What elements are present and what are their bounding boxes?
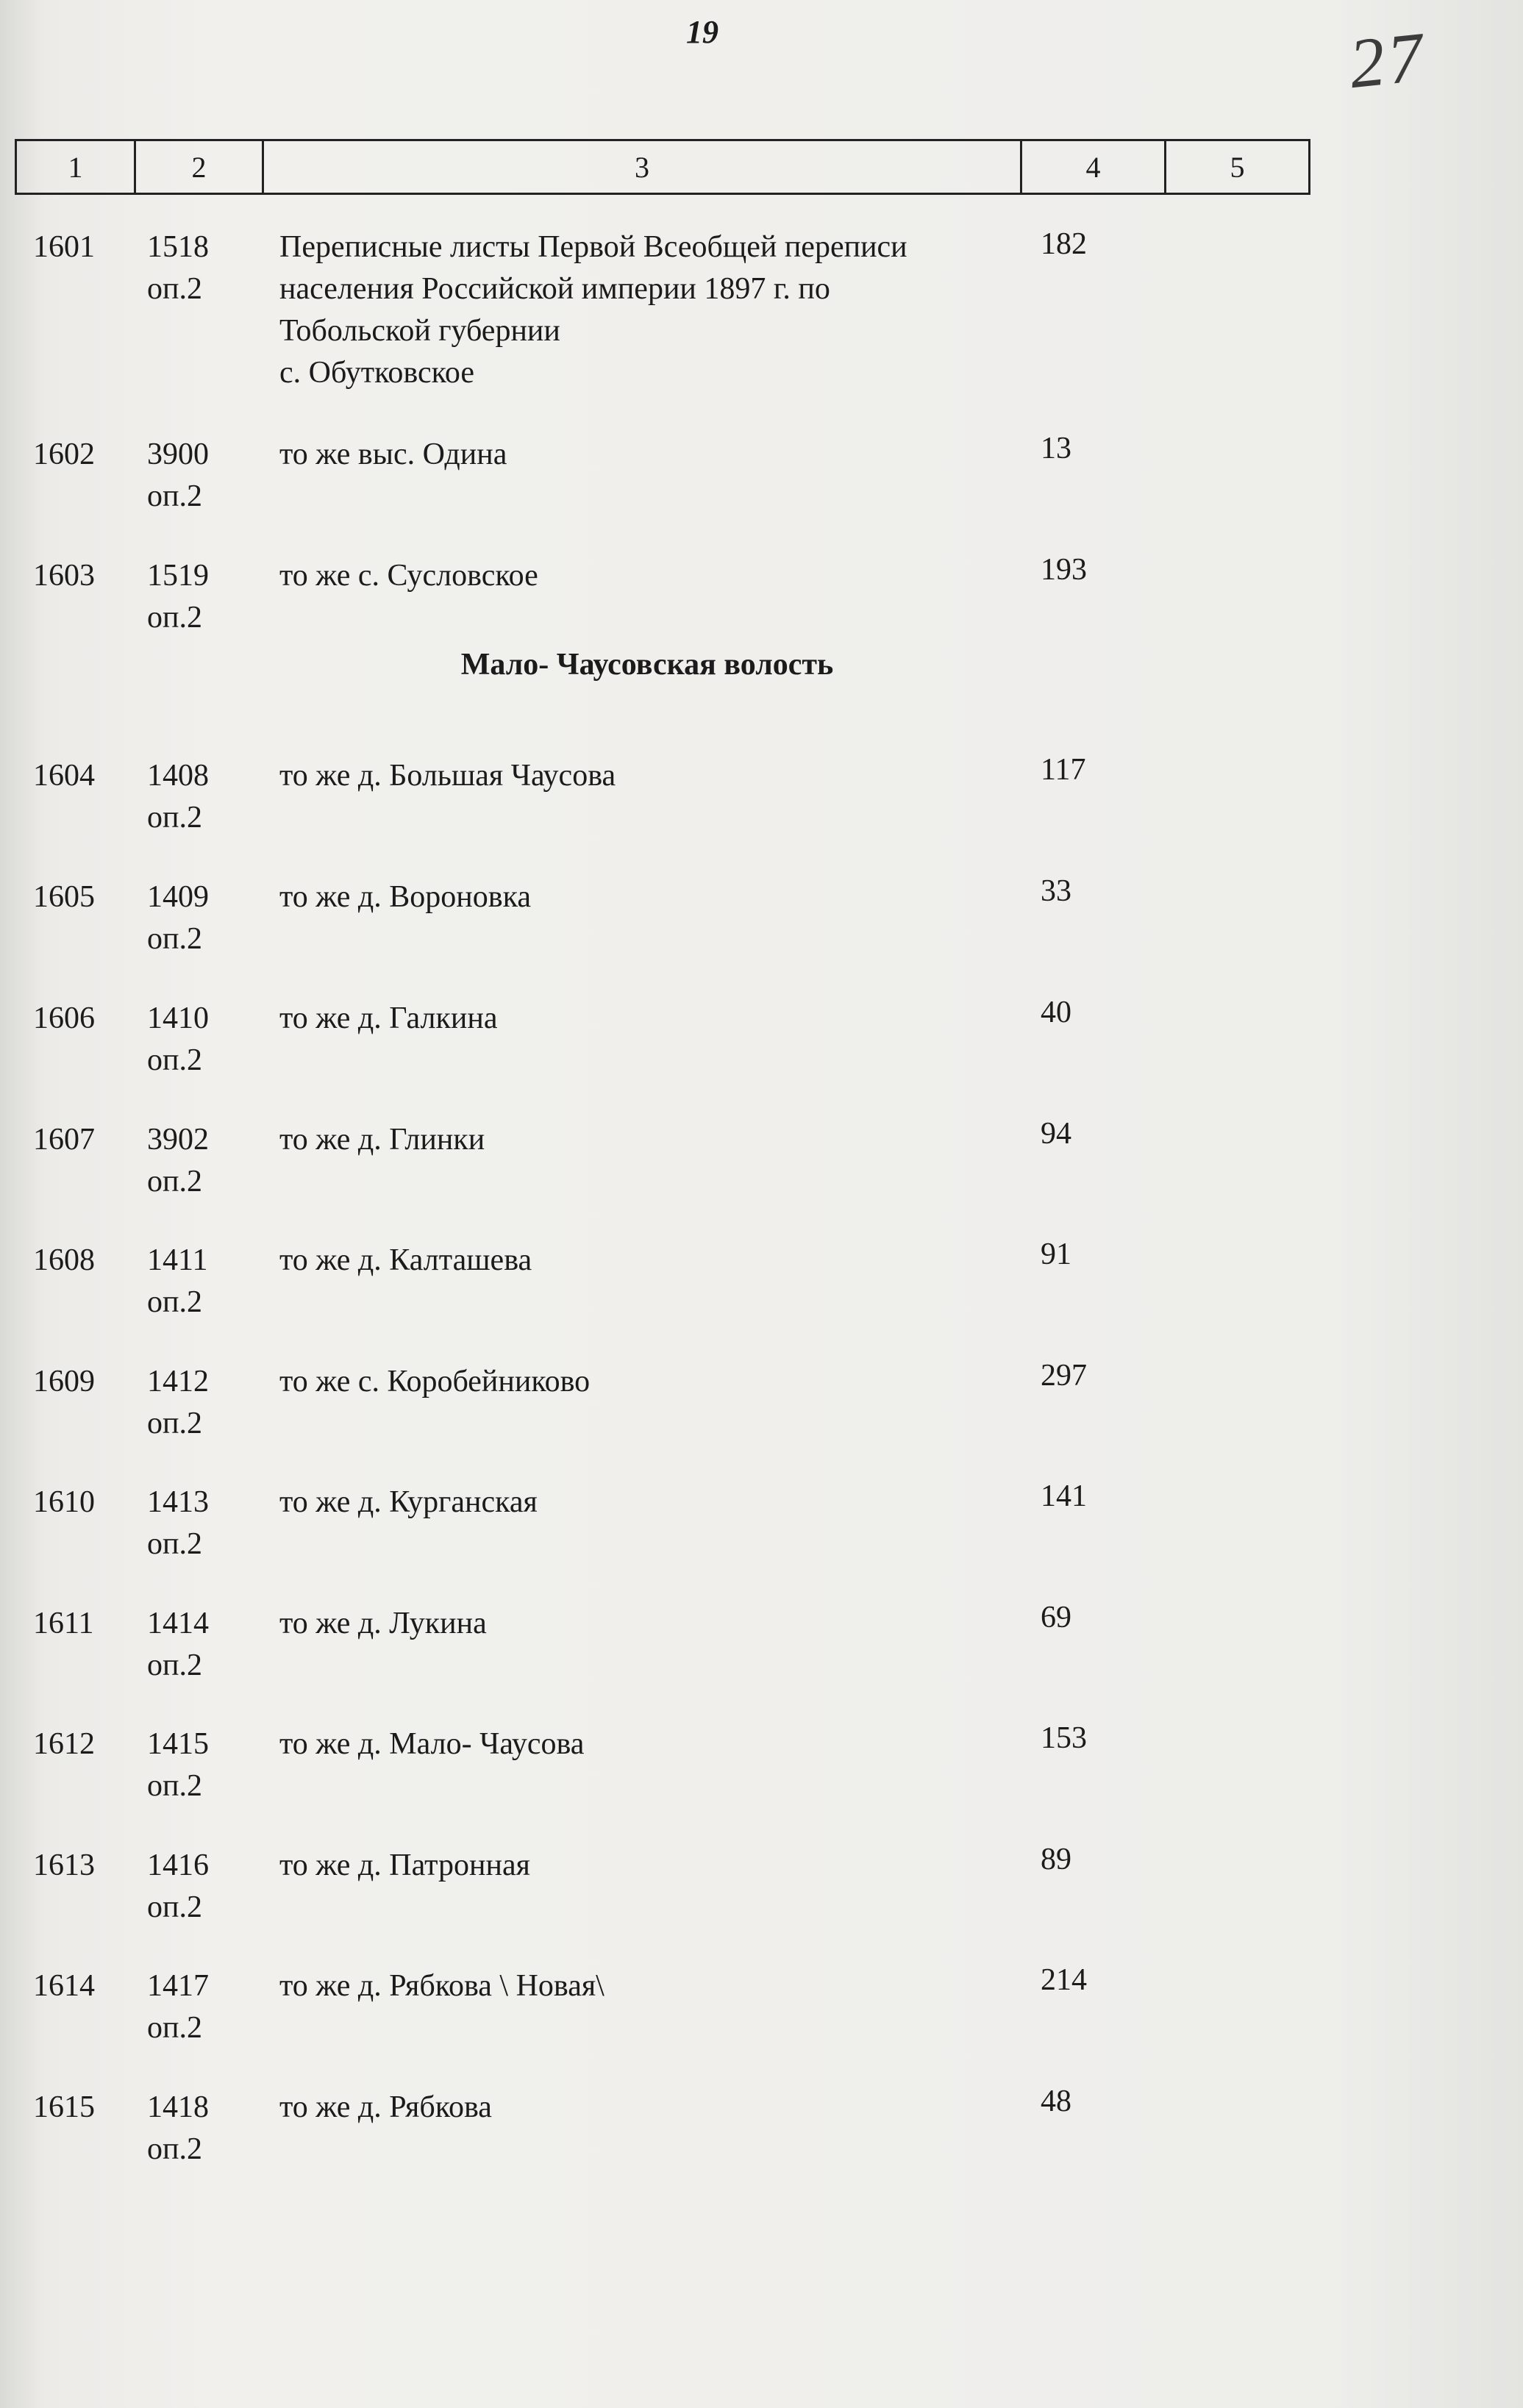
sheet-count: 193 <box>1041 553 1087 587</box>
description-line: то же д. Калташева <box>279 1243 532 1277</box>
fond-number <box>147 1965 257 2049</box>
sheet-count: 33 <box>1041 874 1071 908</box>
sheet-count: 297 <box>1041 1359 1087 1393</box>
description <box>279 755 1015 797</box>
description-line: то же выс. Одина <box>279 437 507 471</box>
record-number: 1609 <box>33 1365 95 1398</box>
opis-id: оп.2 <box>147 2011 202 2045</box>
fond-id: 1416 <box>147 1848 209 1882</box>
opis-id: оп.2 <box>147 1043 202 1077</box>
fond-id: 1418 <box>147 2090 209 2124</box>
record-number: 1615 <box>33 2090 95 2124</box>
header-col-5: 5 <box>1230 150 1245 184</box>
sheet-count: 182 <box>1041 227 1087 261</box>
description-line: то же д. Глинки <box>279 1123 485 1157</box>
description <box>279 1723 1015 1765</box>
description-line: то же д. Мало- Чаусова <box>279 1727 585 1761</box>
fond-id: 1518 <box>147 230 209 264</box>
sheet-count: 214 <box>1041 1963 1087 1997</box>
fond-id: 1409 <box>147 880 209 914</box>
sheet-count: 40 <box>1041 996 1071 1029</box>
handwritten-folio-number: 27 <box>1345 16 1430 104</box>
fond-number <box>147 998 257 1082</box>
record-number: 1608 <box>33 1243 95 1277</box>
fond-number <box>147 1603 257 1687</box>
record-number: 1605 <box>33 880 95 914</box>
table-header <box>15 139 1310 195</box>
description-line: то же д. Рябкова \ Новая\ <box>279 1969 604 2003</box>
sheet-count: 91 <box>1041 1237 1071 1271</box>
opis-id: оп.2 <box>147 801 202 835</box>
description-line: то же д. Лукина <box>279 1607 487 1640</box>
description-line: с. Обутковское <box>279 356 475 390</box>
description-line: то же с. Коробейниково <box>279 1365 591 1398</box>
opis-id: оп.2 <box>147 1527 202 1561</box>
page-number: 19 <box>686 14 718 50</box>
record-number: 1607 <box>33 1123 95 1157</box>
description-line: то же д. Рябкова <box>279 2090 492 2124</box>
description-line: то же с. Сусловское <box>279 559 538 593</box>
record-number: 1610 <box>33 1485 95 1519</box>
section-title: Мало- Чаусовская волость <box>460 648 834 682</box>
opis-id: оп.2 <box>147 479 202 513</box>
fond-number <box>147 226 257 310</box>
fond-number <box>147 1845 257 1929</box>
fond-id: 1519 <box>147 559 209 593</box>
header-col-1: 1 <box>17 141 136 193</box>
opis-id: оп.2 <box>147 1890 202 1924</box>
description-line: то же д. Вороновка <box>279 880 532 914</box>
fond-id: 1415 <box>147 1727 209 1761</box>
description-line: Переписные листы Первой Всеобщей переписи <box>279 230 907 264</box>
fond-id: 1414 <box>147 1607 209 1640</box>
fond-number <box>147 876 257 960</box>
sheet-count: 13 <box>1041 432 1071 465</box>
opis-id: оп.2 <box>147 272 202 306</box>
record-number: 1612 <box>33 1727 95 1761</box>
opis-id: оп.2 <box>147 1407 202 1440</box>
description <box>279 1240 1015 1282</box>
record-number: 1613 <box>33 1848 95 1882</box>
fond-number <box>147 555 257 639</box>
fond-id: 1410 <box>147 1001 209 1035</box>
description <box>279 226 1015 394</box>
opis-id: оп.2 <box>147 1285 202 1319</box>
description <box>279 555 1015 597</box>
description-line: то же д. Курганская <box>279 1485 538 1519</box>
opis-id: оп.2 <box>147 922 202 956</box>
opis-id: оп.2 <box>147 601 202 635</box>
fond-id: 3902 <box>147 1123 209 1157</box>
fond-number <box>147 1240 257 1323</box>
opis-id: оп.2 <box>147 1165 202 1198</box>
description <box>279 434 1015 476</box>
header-col-2: 2 <box>136 141 264 193</box>
fond-number <box>147 1361 257 1445</box>
description <box>279 998 1015 1040</box>
fond-number <box>147 1119 257 1203</box>
header-col-3: 3 <box>264 141 1022 193</box>
description-line: населения Российской империи 1897 г. по <box>279 272 830 306</box>
description-line: то же д. Галкина <box>279 1001 498 1035</box>
fond-id: 1411 <box>147 1243 208 1277</box>
description <box>279 1482 1015 1523</box>
description <box>279 1845 1015 1887</box>
header-col-4: 4 <box>1022 141 1166 193</box>
record-number: 1602 <box>33 437 95 471</box>
opis-id: оп.2 <box>147 1648 202 1682</box>
fond-id: 1412 <box>147 1365 209 1398</box>
record-number: 1606 <box>33 1001 95 1035</box>
fond-number <box>147 1482 257 1565</box>
sheet-count: 117 <box>1041 753 1086 787</box>
record-number: 1611 <box>33 1607 94 1640</box>
description <box>279 876 1015 918</box>
fond-number <box>147 434 257 518</box>
fond-number <box>147 2087 257 2171</box>
opis-id: оп.2 <box>147 2132 202 2166</box>
fond-id: 1413 <box>147 1485 209 1519</box>
record-number: 1604 <box>33 759 95 793</box>
description <box>279 1965 1015 2007</box>
fond-id: 1408 <box>147 759 209 793</box>
description <box>279 1119 1015 1161</box>
record-number: 1603 <box>33 559 95 593</box>
fond-id: 3900 <box>147 437 209 471</box>
description <box>279 1603 1015 1645</box>
sheet-count: 153 <box>1041 1721 1087 1755</box>
fond-id: 1417 <box>147 1969 209 2003</box>
description-line: Тобольской губернии <box>279 314 560 348</box>
description-line: то же д. Большая Чаусова <box>279 759 616 793</box>
fond-number <box>147 755 257 839</box>
record-number: 1614 <box>33 1969 95 2003</box>
description-line: то же д. Патронная <box>279 1848 530 1882</box>
sheet-count: 69 <box>1041 1601 1071 1634</box>
sheet-count: 48 <box>1041 2084 1071 2118</box>
fond-number <box>147 1723 257 1807</box>
sheet-count: 89 <box>1041 1843 1071 1876</box>
description <box>279 2087 1015 2129</box>
description <box>279 1361 1015 1403</box>
sheet-count: 141 <box>1041 1479 1087 1513</box>
sheet-count: 94 <box>1041 1117 1071 1151</box>
opis-id: оп.2 <box>147 1769 202 1803</box>
record-number: 1601 <box>33 230 95 264</box>
